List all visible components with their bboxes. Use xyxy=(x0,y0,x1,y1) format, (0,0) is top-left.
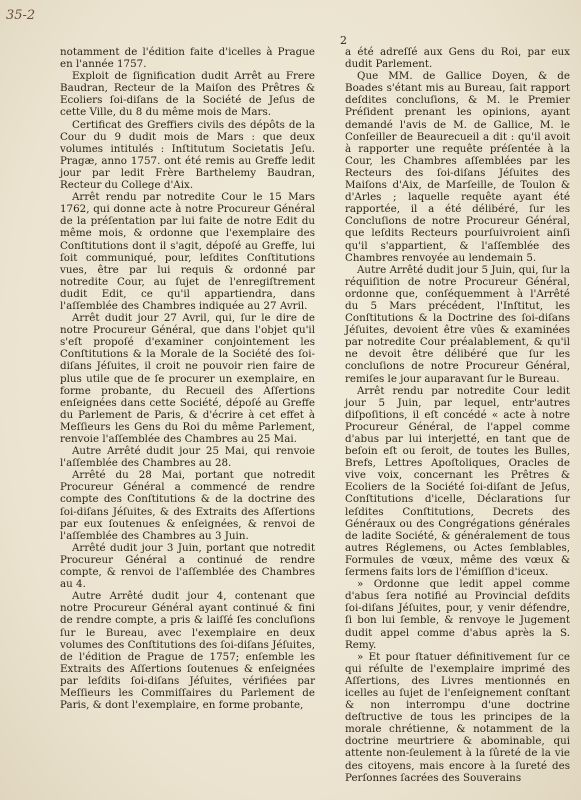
paragraph: notamment de l'édition faite d'icelles à Prague en l'année 1757. xyxy=(60,46,315,71)
paragraph: Arrêt rendu par notredite Cour ledit jour 5 Juin, par lequel, entr'autres diſpoſitions, il eſt concédé « acte à notre Procureur Général, de l'appel comme d'abus par lui interjetté, en tant que de beſoin eſt ou ſeroit, de toutes les Bulles, Brefs, Lettres Apoſtoliques, Oracles de vive voix, concernant les Prêtres & Ecoliers de la Société ſoi-diſant de Jeſus, Conſtitutions d'icelle, Déclarations ſur leſdites Conſtitutions, Decrets des Généraux ou des Congrégations générales de ladite Société, & généralement de tous autres Réglemens, ou Actes ſemblables, Formules de vœux, même des vœux & ſermens faits lors de l'émiſſion d'iceux. xyxy=(345,384,570,579)
handwritten-ink-note: 35-2 xyxy=(6,8,36,23)
paragraph: Autre Arrêté dudit jour 5 Juin, qui, ſur la réquiſition de notre Procureur Général, ordonne que, conſéquemment à l'Arrêté du 5 Mars précédent, l'Inſtitut, les Conſtitutions & la Doctrine des ſoi-diſans Jéſuites, devoient être vûes & examinées par notredite Cour préalablement, & qu'il ne devoit être délibéré que ſur les concluſions de notre Procureur Général, remiſes le jour auparavant ſur le Bureau. xyxy=(345,263,570,385)
paragraph: Arrêté dudit jour 3 Juin, portant que notredit Procureur Général a continué de rendre compte, & renvoi de l'aſſemblée des Chambres au 4. xyxy=(60,541,315,591)
paragraph: Certificat des Greffiers civils des dépôts de la Cour du 9 dudit mois de Mars : que deux volumes intitulés : Inſtitutum Societatis Jeſu. Pragæ, anno 1757. ont été remis au Greffe ledit jour par ledit Frère Barthelemy Baudran, Recteur du College d'Aix. xyxy=(60,118,315,192)
paragraph: Autre Arrêté dudit jour 4, contenant que notre Procureur Général ayant continué & fini de rendre compte, a pris & laiſſé ſes concluſions ſur le Bureau, avec l'exemplaire en deux volumes des Conſtitutions des ſoi-diſans Jéſuites, de l'édition de Prague de 1757; enſemble les Extraits des Aſſertions ſoutenues & enſeignées par leſdits ſoi-diſans Jéſuites, vérifiées par Meſſieurs les Commiſſaires du Parlement de Paris, & dont l'exemplaire, en forme probante, xyxy=(60,590,315,712)
left-text-column xyxy=(60,46,315,711)
paragraph: Arrêté du 28 Mai, portant que notredit Procureur Général a commencé de rendre compte des Conſtitutions & de la doctrine des ſoi-diſans Jéſuites, & des Extraits des Aſſertions par eux ſoutenues & enſeignées, & renvoi de l'aſſemblée des Chambres au 3 Juin. xyxy=(60,469,315,542)
paragraph: a été adreſſé aux Gens du Roi, par eux dudit Parlement. xyxy=(345,46,570,71)
page-number: 2 xyxy=(340,34,347,47)
paragraph: Que MM. de Gallice Doyen, & de Boades s'étant mis au Bureau, ſait rapport deſdites concluſions, & M. le Premier Préſident prenant les opinions, ayant demandé l'avis de M. de Gallice, M. le Conſeiller de Beaurecueil a dit : qu'il avoit à rapporter une requête préſentée à la Cour, les Chambres aſſemblées par les Recteurs des ſoi-diſans Jéſuites des Maiſons d'Aix, de Marſeille, de Toulon & d'Arles ; laquelle requête ayant été rapportée, il a été délibéré, ſur les Concluſions de notre Procureur Général, que leſdits Recteurs pourſuivroient ainſi qu'il s'appartient, & l'aſſemblée des Chambres renvoyée au lendemain 5. xyxy=(345,70,570,264)
paragraph: » Et pour ſtatuer définitivement ſur ce qui réſulte de l'exemplaire imprimé des Aſſertions, des Livres mentionnés en icelles au ſujet de l'enſeignement conſtant & non interrompu d'une doctrine deſtructive de tous les principes de la morale chrétienne, & notamment de la doctrine meurtriere & abominable, qui attente non-ſeulement à la ſûreté de la vie des citoyens, mais encore à la ſureté des Perſonnes ſacrées des Souverains xyxy=(345,650,570,784)
paragraph: Arrêt dudit jour 27 Avril, qui, ſur le dire de notre Procureur Général, que dans l'objet qu'il s'eſt propoſé d'examiner conjointement les Conſtitutions & la Morale de la Société des ſoi-diſans Jéſuites, il croit ne pouvoir rien faire de plus utile que de ſe procurer un exemplaire, en forme probante, du Recueil des Aſſertions enſeignées dans cette Société, dépoſé au Greffe du Parlement de Paris, & d'écrire à cet effet à Meſſieurs les Gens du Roi du même Parlement, renvoie l'aſſemblée des Chambres au 25 Mai. xyxy=(60,312,315,445)
right-text-column xyxy=(345,46,570,784)
paragraph: » Ordonne que ledit appel comme d'abus ſera notifié au Provincial deſdits ſoi-diſans Jéſuites, pour, y venir défendre, ſi bon lui ſemble, & renvoye le Jugement dudit appel comme d'abus après la S. Remy. xyxy=(345,578,570,651)
paragraph: Arrêt rendu par notredite Cour le 15 Mars 1762, qui donne acte à notre Procureur Général de la préſentation par lui faite de notre Edit du même mois, & ordonne que l'exemplaire des Conſtitutions dont il s'agit, dépoſé au Greffe, lui ſoit communiqué, pour, leſdites Conſtitutions vues, être par lui requis & ordonné par notredite Cour, au ſujet de l'enregiſtrement dudit Edit, ce qu'il appartiendra, dans l'aſſemblée des Chambres indiquée au 27 Avril. xyxy=(60,191,315,312)
paragraph: Exploit de ſignification dudit Arrêt au Frere Baudran, Recteur de la Maiſon des Prêtres & Ecoliers ſoi-diſans de la Société de Jeſus de cette Ville, du 8 du même mois de Mars. xyxy=(60,70,315,119)
paragraph: Autre Arrêté dudit jour 25 Mai, qui renvoie l'aſſemblée des Chambres au 28. xyxy=(60,445,315,470)
